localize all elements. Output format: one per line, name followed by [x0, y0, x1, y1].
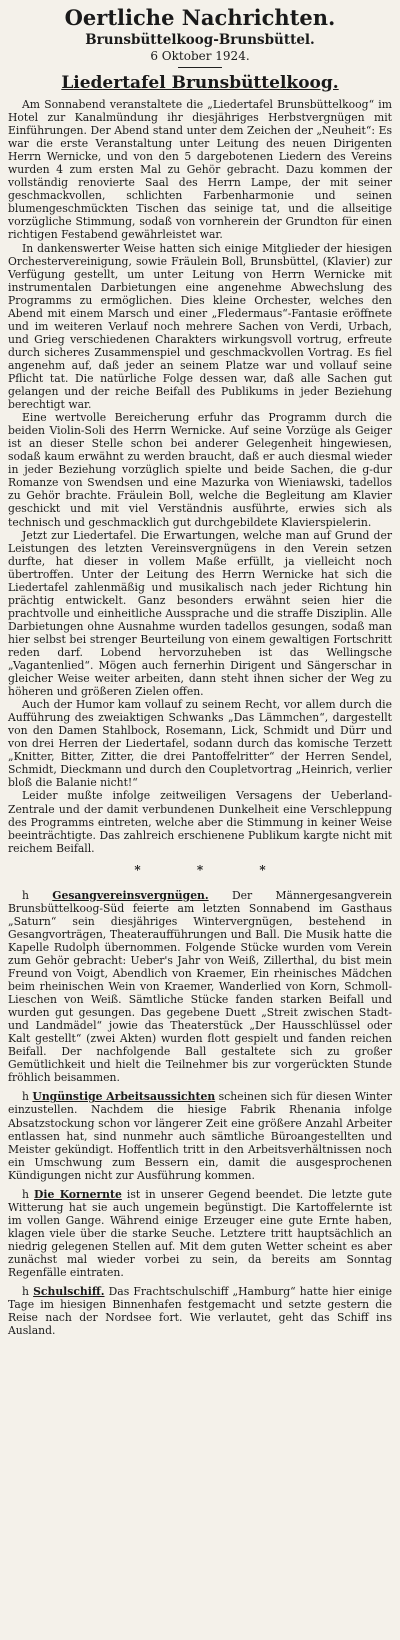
- notice-text: Der Männergesangverein Brunsbüttelkoog-Süd feierte am letzten Sonnabend im Gasthaus „Saturn“ sein diesjähriges Wintervergnügen, bestehend in Gesangvorträgen, Theateraufführungen und Ball. Die Musik hatte die Kapelle Rudolph übernommen. Folgende Stücke wurden vom Verein zum Gehör gebracht: Ueber's Jahr von Weiß, Zillerthal, du bist mein Freund von Voigt, Abendlich von Kraemer, Ein rheinisches Mädchen beim rheinischen Wein von Kraemer, Wanderlied von Korn, Schmoll-Lieschen von Weiß. Sämtliche Stücke fanden starken Beifall und wurden gut gesungen. Das gegebene Duett „Streit zwischen Stadt- und Landmädel“ jowie das Theaterstück „Der Hausschlüssel oder Kalt gestellt“ (zwei Akten) wurden flott gespielt und fanden reichen Beifall. Der nachfolgende Ball gestaltete sich zu großer Gemütlichkeit und hielt die Teilnehmer bis zur vorgerückten Stunde fröhlich beisammen.: [8, 888, 393, 1085]
- notice-kicker: Gesangvereinsvergnügen.: [52, 888, 209, 902]
- location-subhead: Brunsbüttelkoog-Brunsbüttel.: [85, 32, 315, 48]
- notice-kicker: Die Kornernte: [34, 1187, 122, 1201]
- article-paragraph: Eine wertvolle Bereicherung erfuhr das Programm durch die beiden Violin-Soli des Herrn Wernicke. Auf seine Vorzüge als Geiger ist an dieser Stelle schon bei anderer Gelegenheit hingewiesen, sodaß kaum erwähnt zu werden braucht, daß er auch diesmal wieder in jeder Beziehung vorzüglich spielte und beide Sachen, die g-dur Romanze von Swendsen und eine Mazurka von Wieniawski, tadellos zu Gehör brachte. Fräulein Boll, welche die Begleitung am Klavier geschickt und mit viel Verständnis ausführte, erwies sich als technisch und geschmacklich gut durchgebildete Klavierspielerin.: [8, 411, 392, 529]
- notice-mark: h: [22, 1187, 29, 1201]
- notice-mark: h: [22, 888, 29, 902]
- article-paragraph: Leider mußte infolge zeitweiligen Versagens der Ueberland-Zentrale und der damit verbundenen Dunkelheit eine Verschleppung des Programms eintreten, welche aber die Stimmung in keiner Weise beeinträchtigte. Das zahlreich erschienene Publikum kargte nicht mit reichem Beifall.: [8, 789, 392, 855]
- notice-item: [8, 889, 392, 1085]
- notice-mark: h: [22, 1285, 29, 1299]
- notice-mark: h: [22, 1090, 29, 1104]
- notice-text: Das Frachtschulschiff „Hamburg“ hatte hier einige Tage im hiesigen Binnenhafen festgemacht und setzte gestern die Reise nach der Nordsee fort. Wie verlautet, geht das Schiff ins Ausland.: [8, 1285, 392, 1338]
- notice-kicker: Ungünstige Arbeitsaussichten: [32, 1090, 216, 1104]
- article-paragraph: In dankenswerter Weise hatten sich einige Mitglieder der hiesigen Orchestervereinigung, sowie Fräulein Boll, Brunsbüttel, (Klavier) zur Verfügung gestellt, um unter Leitung von Herrn Wernicke mit instrumentalen Darbietungen eine angenehme Abwechslung des Programms zu ermöglichen. Dies kleine Orchester, welches den Abend mit einem Marsch und einer „Fledermaus“-Fantasie eröffnete und im weiteren Verlauf noch mehrere Sachen von Verdi, Urbach, und Grieg verschiedenen Charakters wirkungsvoll vortrug, erfreute durch sicheres Zusammenspiel und geschmackvollen Vortrag. Es fiel angenehm auf, daß jeder an seinem Platze war und vollauf seine Pflicht tat. Die natürliche Folge dessen war, daß alle Sachen gut gelangen und der reiche Beifall des Publikums in jeder Beziehung berechtigt war.: [8, 241, 392, 412]
- article-paragraph: Auch der Humor kam vollauf zu seinem Recht, vor allem durch die Aufführung des zweiaktigen Schwanks „Das Lämmchen“, dargestellt von den Damen Stahlbock, Rosemann, Lick, Schmidt und Dürr und von drei Herren der Liedertafel, sodann durch das komische Terzett „Knitter, Bitter, Zitter, die drei Pantoffelritter“ der Herren Sendel, Schmidt, Dieckmann und durch den Coupletvortrag „Heinrich, verlier bloß die Balanie nicht!“: [8, 698, 392, 790]
- section-divider: * * *: [134, 862, 292, 877]
- notice-text: ist in unserer Gegend beendet. Die letzte gute Witterung hat sie auch ungemein begünstigt. Die Kartoffelernte ist im vollen Gange. Während einige Erzeuger eine gute Ernte haben, klagen viele über die starke Seuche. Letztere tritt hauptsächlich an niedrig gelegenen Stellen auf. Mit dem guten Wetter scheint es aber zunächst mal wieder vorbei zu sein, da bereits am Sonntag Regenfälle eintraten.: [8, 1187, 393, 1280]
- notice-item: [8, 1090, 392, 1181]
- notice-item: [8, 1188, 392, 1279]
- notice-text: scheinen sich für diesen Winter einzustellen. Nachdem die hiesige Fabrik Rhenania infolge Absatzstockung schon vor längerer Zeit eine größere Anzahl Arbeiter entlassen hat, sind nunmehr auch sämtliche Büroangestellten und Meister gekündigt. Hoffentlich tritt in den Arbeitsverhältnissen noch ein Umschwung zum Bessern ein, damit die ausgesprochenen Kündigungen nicht zur Ausführung kommen.: [8, 1090, 393, 1182]
- article-paragraph: Am Sonnabend veranstaltete die „Liedertafel Brunsbüttelkoog“ im Hotel zur Kanalmündung ihr diesjähriges Herbstvergnügen mit Einführungen. Der Abend stand unter dem Zeichen der „Neuheit“: Es war die erste Veranstaltung unter Leitung des neuen Dirigenten Herrn Wernicke, und von den 5 dargebotenen Liedern des Vereins wurden 4 zum ersten Mal zu Gehör gebracht. Dazu kommen der vollständig renovierte Saal des Herrn Lampe, der mit seiner geschmackvollen, schlichten Farbenharmonie und seinen blumengeschmückten Tischen das seinige tat, und die allseitige vorzügliche Stimmung, sodaß von vornherein der Grundton für einen richtigen Festabend gewährleistet war.: [8, 98, 392, 242]
- article-headline: Liedertafel Brunsbüttelkoog.: [61, 73, 339, 93]
- article-paragraph: Jetzt zur Liedertafel. Die Erwartungen, welche man auf Grund der Leistungen des letzten Vereinsvergnügens in den Verein setzen durfte, hat dieser in vollem Maße erfüllt, ja vielleicht noch übertroffen. Unter der Leitung des Herrn Wernicke hat sich die Liedertafel zahlenmäßig und musikalisch nach jeder Richtung hin prächtig entwickelt. Ganz besonders erwähnt seien hier die prachtvolle und einheitliche Aussprache und die straffe Disziplin. Alle Darbietungen ohne Ausnahme wurden tadellos gesungen, sodaß man hier selbst bei strenger Beurteilung von einem gewaltigen Fortschritt reden darf. Lobend hervorzuheben ist das Wellingsche „Vagantenlied“. Mögen auch fernerhin Dirigent und Sängerschar in gleicher Weise weiter arbeiten, dann steht ihnen sicher der Weg zu höheren und größeren Zielen offen.: [8, 528, 392, 699]
- dateline: 6 Oktober 1924.: [150, 49, 250, 63]
- notice-item: [8, 1285, 392, 1337]
- header-rule: [178, 67, 222, 68]
- notice-kicker: Schulschiff.: [33, 1285, 105, 1299]
- section-masthead: Oertliche Nachrichten.: [64, 5, 336, 30]
